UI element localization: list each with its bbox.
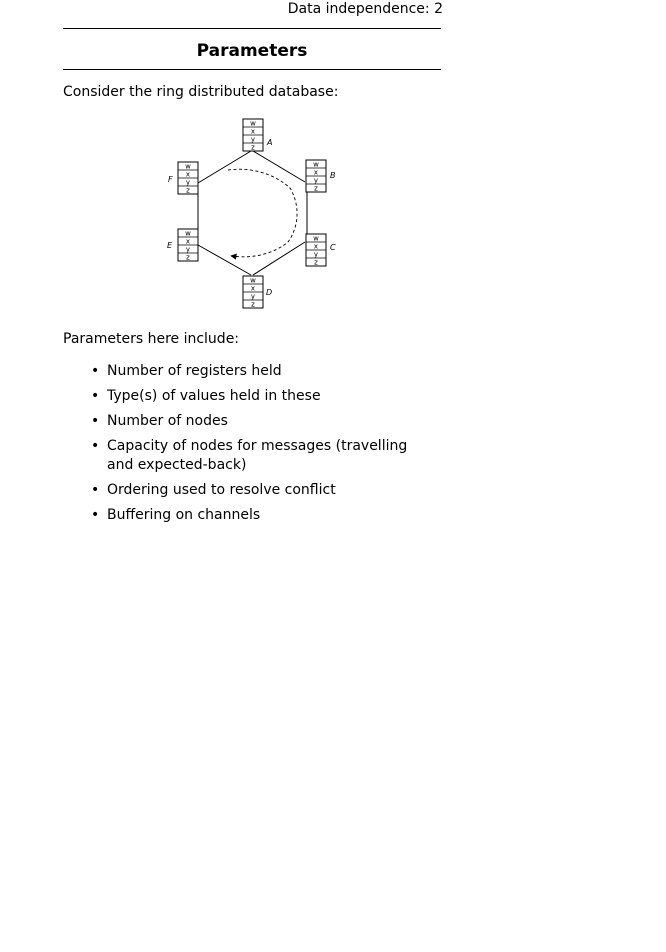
bullet-marker: • (91, 482, 100, 498)
list-item-text: Buffering on channels (107, 507, 261, 523)
node-label-a: A (267, 138, 273, 147)
register-label-x: x (313, 242, 319, 251)
register-label-z: z (314, 184, 318, 193)
register-label-z: z (186, 186, 190, 195)
register-label-z: z (251, 300, 255, 309)
node-d (243, 276, 272, 309)
register-label-y: y (250, 135, 256, 144)
list-item-text: Capacity of nodes for messages (travelling and expected-back) (107, 438, 408, 473)
params-intro: Parameters here include: (63, 331, 240, 347)
bullet-marker: • (91, 507, 100, 523)
list-item (91, 481, 427, 500)
register-label-z: z (251, 143, 255, 152)
register-label-x: x (185, 237, 191, 246)
register-label-y: y (250, 292, 256, 301)
register-label-w: w (250, 119, 256, 128)
register-label-x: x (313, 168, 319, 177)
bullet-marker: • (91, 438, 100, 454)
list-item (91, 506, 427, 525)
bullet-marker: • (91, 413, 100, 429)
node-label-b: B (330, 171, 336, 180)
node-b (306, 160, 336, 193)
register-label-y: y (313, 250, 319, 259)
running-header: Data independence: 2 (287, 1, 443, 17)
ring-database-diagram (160, 110, 350, 315)
node-label-e: E (167, 241, 173, 250)
list-item-text: Number of nodes (107, 413, 228, 429)
register-label-w: w (313, 160, 319, 169)
node-f (168, 162, 198, 195)
list-item (91, 412, 427, 431)
bullet-marker: • (91, 388, 100, 404)
list-item-text: Number of registers held (107, 363, 282, 379)
list-item-text: Type(s) of values held in these (107, 388, 321, 404)
register-label-w: w (250, 276, 256, 285)
list-item (91, 387, 427, 406)
register-label-x: x (250, 127, 256, 136)
edge-a-b (253, 151, 305, 182)
slide-title: Parameters (196, 41, 308, 61)
register-label-x: x (250, 284, 256, 293)
parameter-list (91, 362, 427, 531)
register-label-w: w (313, 234, 319, 243)
register-label-y: y (185, 178, 191, 187)
register-label-y: y (313, 176, 319, 185)
title-rule-bottom (63, 69, 441, 70)
node-label-f: F (168, 175, 173, 184)
node-label-d: D (266, 288, 273, 297)
register-label-x: x (185, 170, 191, 179)
list-item (91, 362, 427, 381)
register-label-z: z (186, 253, 190, 262)
circulation-arrow (228, 169, 297, 257)
edge-d-e (198, 245, 251, 275)
edge-c-d (253, 242, 305, 275)
register-label-w: w (185, 229, 191, 238)
list-item (91, 437, 427, 475)
intro-text: Consider the ring distributed database: (63, 84, 339, 100)
title-rule-top (63, 28, 441, 29)
edge-f-a (198, 151, 251, 183)
bullet-marker: • (91, 363, 100, 379)
node-a (243, 119, 272, 152)
register-label-y: y (185, 245, 191, 254)
list-item-text: Ordering used to resolve conflict (107, 482, 336, 498)
node-e (167, 229, 198, 262)
node-label-c: C (330, 243, 336, 252)
node-c (306, 234, 336, 267)
register-label-z: z (314, 258, 318, 267)
register-label-w: w (185, 162, 191, 171)
